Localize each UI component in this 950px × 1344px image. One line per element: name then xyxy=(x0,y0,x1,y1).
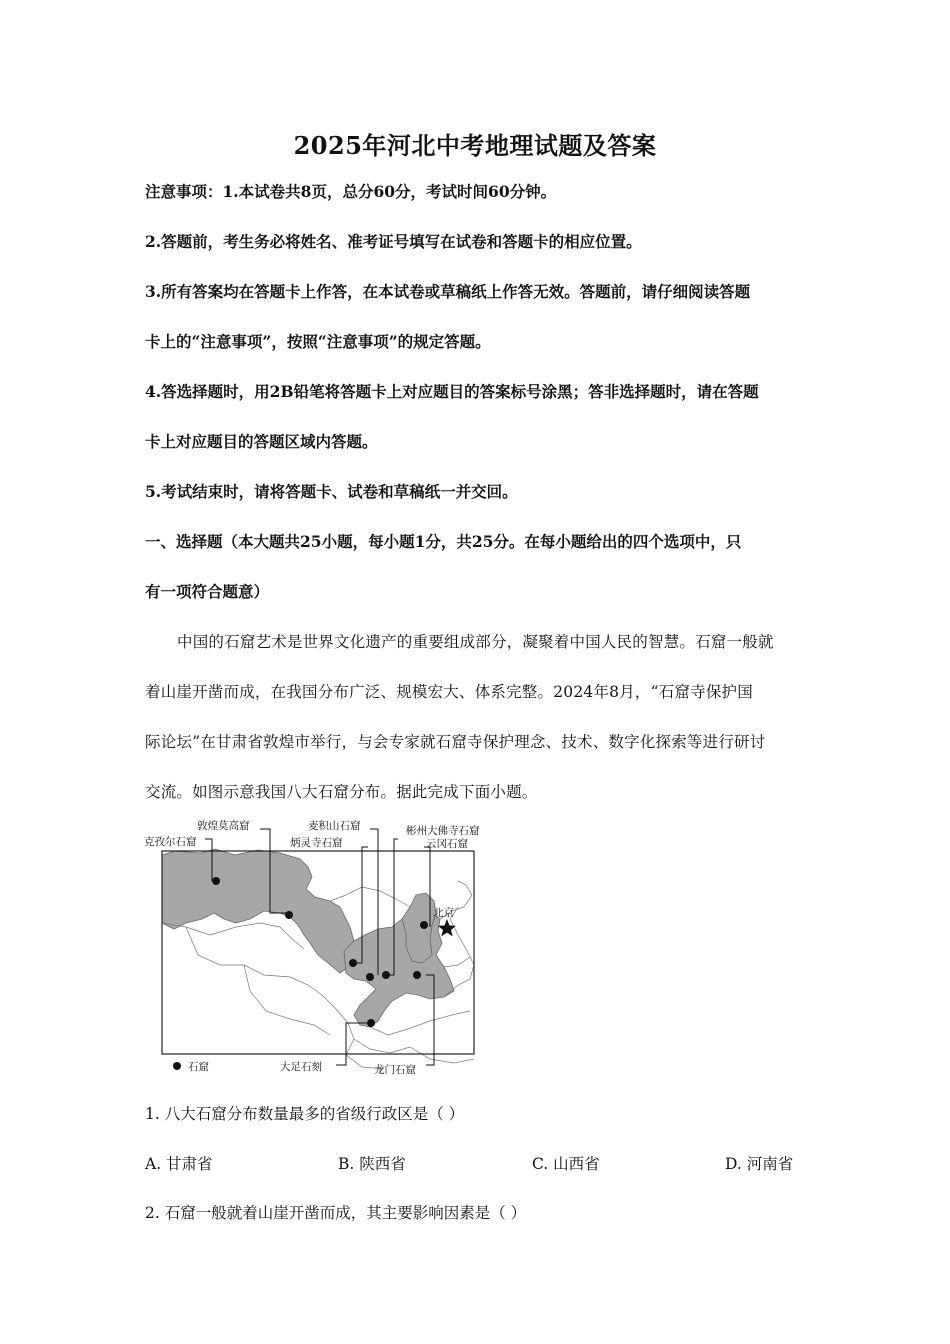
question-2: 2. 石窟一般就着山崖开凿而成，其主要影响因素是（ ） xyxy=(145,1204,527,1222)
label-bingling: 炳灵寺石窟 xyxy=(290,837,343,849)
option-a[interactable]: A. 甘肃省 xyxy=(145,1155,213,1173)
label-kizil: 克孜尔石窟 xyxy=(144,836,197,848)
kizil-dot xyxy=(212,877,220,885)
note-line-4: 卡上的“注意事项”，按照“注意事项”的规定答题。 xyxy=(145,332,491,351)
central-region xyxy=(344,911,454,1027)
legend-label: 石窟 xyxy=(188,1061,209,1073)
longmen-dot xyxy=(413,971,421,979)
note-line-1: 注意事项：1.本试卷共8页，总分60分，考试时间60分钟。 xyxy=(145,182,557,201)
label-yungang: 云冈石窟 xyxy=(426,838,468,850)
passage-line-3: 际论坛”在甘肃省敦煌市举行，与会专家就石窟寺保护理念、技术、数字化探索等进行研讨 xyxy=(145,733,766,751)
label-maijishan: 麦积山石窟 xyxy=(308,820,361,832)
passage-line-4: 交流。如图示意我国八大石窟分布。据此完成下面小题。 xyxy=(145,783,538,801)
note-line-5: 4.答选择题时，用2B铅笔将答题卡上对应题目的答案标号涂黑；答非选择题时，请在答题 xyxy=(145,382,759,401)
binzhou-dot xyxy=(382,971,390,979)
option-b[interactable]: B. 陕西省 xyxy=(338,1155,406,1173)
passage-line-1: 中国的石窟艺术是世界文化遗产的重要组成部分，凝聚着中国人民的智慧。石窟一般就 xyxy=(177,633,774,651)
note-line-7: 5.考试结束时，请将答题卡、试卷和草稿纸一并交回。 xyxy=(145,482,518,501)
question-1: 1. 八大石窟分布数量最多的省级行政区是（ ） xyxy=(145,1105,465,1123)
dunhuang-dot xyxy=(285,911,293,919)
note-line-3: 3.所有答案均在答题卡上作答，在本试卷或草稿纸上作答无效。答题前，请仔细阅读答题 xyxy=(145,282,751,301)
question-1-options xyxy=(145,1152,815,1174)
gansu-region xyxy=(162,849,354,973)
label-dazu: 大足石刻 xyxy=(280,1061,322,1073)
yungang-dot xyxy=(420,921,428,929)
label-longmen: 龙门石窟 xyxy=(374,1064,416,1076)
bingling-dot xyxy=(349,959,357,967)
label-beijing: 北京 xyxy=(433,907,454,919)
note-line-2: 2.答题前，考生务必将姓名、准考证号填写在试卷和答题卡的相应位置。 xyxy=(145,232,642,251)
section-heading-line-1: 一、选择题（本大题共25小题，每小题1分，共25分。在每小题给出的四个选项中，只 xyxy=(145,532,742,551)
label-binzhou: 彬州大佛寺石窟 xyxy=(406,825,480,837)
passage-line-2: 着山崖开凿而成，在我国分布广泛、规模宏大、体系完整。2024年8月，“石窟寺保护国 xyxy=(145,683,753,701)
option-d[interactable]: D. 河南省 xyxy=(725,1155,794,1173)
note-line-6: 卡上对应题目的答题区域内答题。 xyxy=(145,432,378,451)
beijing-star-icon xyxy=(438,919,456,936)
legend-dot xyxy=(173,1062,181,1070)
option-c[interactable]: C. 山西省 xyxy=(532,1155,600,1173)
grottoes-map xyxy=(140,815,500,1080)
dazu-dot xyxy=(367,1019,375,1027)
label-dunhuang: 敦煌莫高窟 xyxy=(197,820,250,832)
maijishan-dot xyxy=(366,973,374,981)
section-heading-line-2: 有一项符合题意） xyxy=(145,582,270,601)
page-title: 2025年河北中考地理试题及答案 xyxy=(293,131,657,160)
